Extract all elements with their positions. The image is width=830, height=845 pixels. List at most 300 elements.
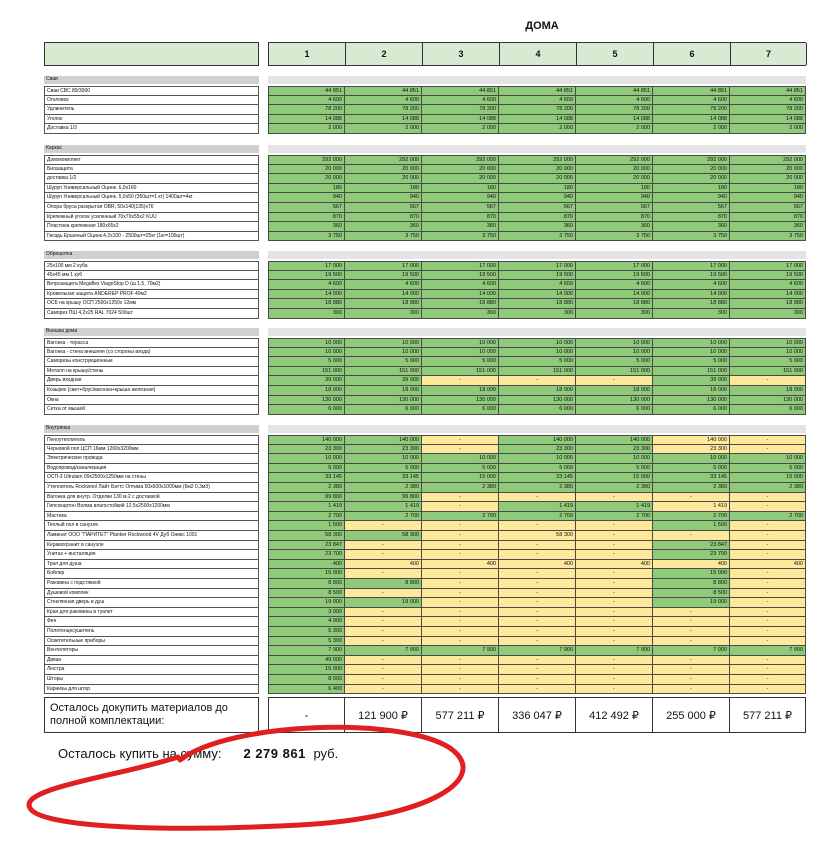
value-cell: - (422, 521, 499, 531)
value-cell: 2 000 (730, 124, 806, 134)
value-cell: - (576, 637, 653, 647)
value-cell: 151 000 (653, 367, 730, 377)
value-cell: 19 500 (345, 271, 422, 281)
value-cell: - (422, 579, 499, 589)
value-cell: 18 880 (268, 299, 345, 309)
row-label: Пластина крепежная 180х65х2 (44, 222, 259, 232)
value-cell: 5 000 (268, 464, 345, 474)
row-label: Гипсокартон Волма влагостойкий 12,5х2500х1200мм (44, 502, 259, 512)
value-cell: 360 (730, 222, 806, 232)
value-cell: 130 000 (653, 396, 730, 406)
value-cell: - (730, 675, 806, 685)
value-cell: 3 750 (499, 232, 576, 242)
value-cell: 20 000 (499, 165, 576, 175)
value-cell: 2 380 (345, 483, 422, 493)
row-label: Домокомплект (44, 155, 259, 165)
value-cell: 130 000 (576, 396, 653, 406)
value-cell: 360 (422, 222, 499, 232)
value-cell: 3 750 (422, 232, 499, 242)
value-cell: 19 500 (730, 271, 806, 281)
row-label: Карнизы для штор (44, 685, 259, 695)
value-cell: 14 088 (422, 115, 499, 125)
total-cell-house-2: 121 900 ₽ (345, 697, 422, 733)
row-label: Доставка 1/3 (44, 124, 259, 134)
row-label: Фен (44, 617, 259, 627)
value-cell: 10 000 (730, 454, 806, 464)
value-cell: 18 880 (499, 299, 576, 309)
value-cell: 2 700 (422, 512, 499, 522)
value-cell: 10 000 (730, 348, 806, 358)
value-cell: 10 000 (422, 348, 499, 358)
value-cell: 870 (653, 213, 730, 223)
value-cell: - (730, 637, 806, 647)
value-cell: 5 000 (345, 357, 422, 367)
value-cell: 19 500 (576, 271, 653, 281)
value-cell: 10 000 (653, 348, 730, 358)
value-cell: 567 (422, 203, 499, 213)
value-cell: - (422, 493, 499, 503)
row-label: Керамогранит в санузле (44, 541, 259, 551)
value-cell: - (499, 665, 576, 675)
value-cell: 2 700 (268, 512, 345, 522)
total-cell-house-1: - (268, 697, 345, 733)
row-label: Унитаз + инсталяция (44, 550, 259, 560)
row-label: Вентиляторы (44, 646, 259, 656)
value-cell: - (345, 675, 422, 685)
value-cell: 151 000 (499, 367, 576, 377)
value-cell: 567 (499, 203, 576, 213)
value-cell: 18 000 (576, 386, 653, 396)
house-header-7: 7 (731, 43, 807, 65)
value-cell: 8 000 (268, 675, 345, 685)
value-cell: 15 000 (422, 473, 499, 483)
value-cell: 180 (268, 184, 345, 194)
value-cell: 23 300 (499, 445, 576, 455)
value-cell: - (499, 627, 576, 637)
value-cell: 400 (653, 560, 730, 570)
row-label: Сваи СВС 89/3000 (44, 86, 259, 96)
value-cell: 130 000 (422, 396, 499, 406)
value-cell: 4 600 (653, 280, 730, 290)
value-cell: 14 088 (499, 115, 576, 125)
value-cell: - (499, 579, 576, 589)
value-cell: - (576, 521, 653, 531)
value-cell: 2 700 (730, 512, 806, 522)
value-cell: - (499, 656, 576, 666)
value-cell: 180 (499, 184, 576, 194)
value-cell: - (576, 579, 653, 589)
value-cell: 940 (268, 193, 345, 203)
value-cell: 10 000 (576, 338, 653, 348)
value-cell: 292 000 (499, 155, 576, 165)
value-cell: 10 000 (730, 338, 806, 348)
value-cell: 940 (653, 193, 730, 203)
value-cell: 19 500 (653, 271, 730, 281)
house-header-1: 1 (269, 43, 346, 65)
row-label: 25х100 мм 2 куба (44, 261, 259, 271)
value-cell: 19 500 (499, 271, 576, 281)
value-cell: 6 000 (576, 405, 653, 415)
value-cell: - (422, 627, 499, 637)
value-cell: - (576, 376, 653, 386)
value-cell: 33 145 (653, 473, 730, 483)
value-cell: - (653, 637, 730, 647)
value-cell: 2 000 (345, 124, 422, 134)
value-cell: 2 700 (653, 512, 730, 522)
value-cell: 4 600 (345, 280, 422, 290)
value-cell: 4 600 (730, 96, 806, 106)
section-header-fill (268, 328, 806, 336)
value-cell: 360 (576, 222, 653, 232)
value-cell: - (730, 589, 806, 599)
value-cell: 15 000 (268, 665, 345, 675)
value-cell: - (422, 502, 499, 512)
value-cell: 15 000 (576, 473, 653, 483)
value-cell: 15 000 (653, 569, 730, 579)
value-cell: 23 847 (268, 541, 345, 551)
value-cell: - (576, 598, 653, 608)
value-cell: - (345, 617, 422, 627)
value-cell: 2 380 (576, 483, 653, 493)
value-cell: 6 000 (268, 405, 345, 415)
value-cell: - (576, 589, 653, 599)
value-cell: 14 000 (730, 290, 806, 300)
value-cell: 1 419 (345, 502, 422, 512)
value-cell: 78 200 (576, 105, 653, 115)
value-cell: 7 900 (345, 646, 422, 656)
value-cell: 140 000 (653, 435, 730, 445)
value-cell: - (345, 569, 422, 579)
value-cell: - (422, 541, 499, 551)
value-cell: 4 900 (268, 617, 345, 627)
value-cell: 2 700 (345, 512, 422, 522)
value-cell: - (576, 531, 653, 541)
row-label: Вагонка для внутр. Отделки 130 м.2 с доставкой (44, 493, 259, 503)
row-label: Вагонка - стена внешняя (со стороны входа) (44, 348, 259, 358)
value-cell: 20 000 (730, 165, 806, 175)
row-label: Водопровод/канализация (44, 464, 259, 474)
value-cell: 4 600 (576, 280, 653, 290)
value-cell: - (576, 656, 653, 666)
value-cell: 4 600 (499, 280, 576, 290)
value-cell: 300 (499, 309, 576, 319)
value-cell: 18 880 (345, 299, 422, 309)
value-cell: 292 000 (268, 155, 345, 165)
value-cell: 44 851 (730, 86, 806, 96)
value-cell: 5 000 (268, 357, 345, 367)
total-cell-house-6: 255 000 ₽ (653, 697, 730, 733)
value-cell: 151 000 (730, 367, 806, 377)
value-cell: - (422, 665, 499, 675)
value-cell: 18 880 (576, 299, 653, 309)
value-cell: - (576, 608, 653, 618)
row-label: Биозащита (44, 165, 259, 175)
value-cell: 1 419 (499, 502, 576, 512)
value-cell: 2 000 (268, 124, 345, 134)
value-cell: 5 000 (499, 357, 576, 367)
total-cell-house-5: 412 492 ₽ (576, 697, 653, 733)
value-cell: 180 (422, 184, 499, 194)
total-cell-house-7: 577 211 ₽ (730, 697, 806, 733)
value-cell: 17 000 (730, 261, 806, 271)
value-cell: 14 088 (345, 115, 422, 125)
value-cell: 5 000 (653, 464, 730, 474)
value-cell: 10 000 (422, 454, 499, 464)
value-cell: 14 088 (268, 115, 345, 125)
value-cell: 44 851 (268, 86, 345, 96)
row-label: Сетка от мышей (44, 405, 259, 415)
value-cell: 5 300 (268, 637, 345, 647)
value-cell: 10 000 (345, 338, 422, 348)
value-cell: 4 600 (345, 96, 422, 106)
value-cell: 567 (730, 203, 806, 213)
value-cell: - (345, 665, 422, 675)
value-cell: 2 380 (422, 483, 499, 493)
value-cell: 5 000 (422, 357, 499, 367)
row-label: Электрические провода (44, 454, 259, 464)
value-cell: - (499, 521, 576, 531)
value-cell: 99 800 (268, 493, 345, 503)
value-cell: 33 145 (499, 473, 576, 483)
row-label: Раковина с подстявкой (44, 579, 259, 589)
value-cell: 10 000 (268, 338, 345, 348)
value-cell: 44 851 (345, 86, 422, 96)
value-cell: 15 000 (268, 569, 345, 579)
value-cell: 10 000 (268, 348, 345, 358)
row-label: Стеклянная дверь в душ (44, 598, 259, 608)
value-cell: 140 000 (345, 435, 422, 445)
section-header: Сваи (44, 76, 259, 84)
value-cell: 20 000 (576, 174, 653, 184)
row-label: Удлинитель (44, 105, 259, 115)
value-cell: 17 000 (422, 261, 499, 271)
value-cell: 17 000 (576, 261, 653, 271)
value-cell: 300 (422, 309, 499, 319)
value-cell: - (499, 685, 576, 695)
value-cell: 151 000 (576, 367, 653, 377)
value-cell: 78 200 (345, 105, 422, 115)
value-cell: 10 000 (268, 454, 345, 464)
value-cell: - (576, 665, 653, 675)
value-cell: 5 000 (576, 357, 653, 367)
summary-currency: руб. (313, 746, 339, 761)
value-cell: 5 000 (422, 464, 499, 474)
row-label: Черновой пол ЦСП 16мм 1200х3200мм (44, 445, 259, 455)
value-cell: 180 (653, 184, 730, 194)
summary-amount: 2 279 861 (243, 746, 306, 761)
value-cell: 7 900 (576, 646, 653, 656)
value-cell: - (730, 502, 806, 512)
section-header-fill (268, 251, 806, 259)
row-label: Теплый пол в санузле (44, 521, 259, 531)
value-cell: 4 600 (268, 280, 345, 290)
value-cell: 39 000 (345, 376, 422, 386)
value-cell: 19 000 (653, 598, 730, 608)
value-cell: 20 000 (345, 165, 422, 175)
value-cell: 10 000 (499, 348, 576, 358)
value-cell: 33 145 (345, 473, 422, 483)
value-cell: 7 900 (653, 646, 730, 656)
house-header-6: 6 (654, 43, 731, 65)
section-header: Каркас (44, 145, 259, 153)
row-label: Полотенцесушитель (44, 627, 259, 637)
value-cell: 140 000 (268, 435, 345, 445)
value-cell: 17 000 (499, 261, 576, 271)
value-cell: 5 000 (730, 357, 806, 367)
value-cell: 10 000 (499, 454, 576, 464)
value-cell: - (576, 569, 653, 579)
value-cell: - (345, 589, 422, 599)
total-cell-house-4: 336 047 ₽ (499, 697, 576, 733)
value-cell: 3 750 (653, 232, 730, 242)
section-header-fill (268, 76, 806, 84)
value-cell: - (499, 617, 576, 627)
value-cell: 18 000 (268, 386, 345, 396)
value-cell: 567 (653, 203, 730, 213)
value-cell: 6 000 (422, 405, 499, 415)
summary-prefix: Осталось купить на сумму: (58, 746, 222, 761)
value-cell: 4 600 (422, 280, 499, 290)
value-cell: 4 600 (422, 96, 499, 106)
value-cell: 7 900 (499, 646, 576, 656)
value-cell: 4 600 (653, 96, 730, 106)
row-label: Саморезы конструкционные (44, 357, 259, 367)
value-cell: 20 000 (268, 174, 345, 184)
value-cell: 180 (730, 184, 806, 194)
value-cell: 940 (576, 193, 653, 203)
value-cell: 18 880 (653, 299, 730, 309)
value-cell: - (422, 531, 499, 541)
row-label: Оголовок (44, 96, 259, 106)
value-cell: 20 000 (653, 174, 730, 184)
value-cell: 567 (268, 203, 345, 213)
value-cell: 10 000 (653, 338, 730, 348)
row-label: Душевой комплек (44, 589, 259, 599)
value-cell: 20 000 (499, 174, 576, 184)
house-header-2: 2 (346, 43, 423, 65)
value-cell: 23 300 (653, 445, 730, 455)
value-cell: - (576, 675, 653, 685)
value-cell: 5 000 (499, 464, 576, 474)
value-cell: 6 000 (730, 405, 806, 415)
value-cell: - (730, 569, 806, 579)
value-cell: 8 800 (345, 579, 422, 589)
value-cell: 18 000 (730, 386, 806, 396)
value-cell: 8 500 (268, 589, 345, 599)
row-label: ОСБ на крышу ОСП 2500х1250х 12мм (44, 299, 259, 309)
value-cell: - (499, 637, 576, 647)
section-header: Внутрянка (44, 425, 259, 433)
value-cell: 400 (345, 560, 422, 570)
value-cell: 151 000 (345, 367, 422, 377)
row-label: Осветительные приборы (44, 637, 259, 647)
value-cell: 14 000 (576, 290, 653, 300)
value-cell: 14 000 (653, 290, 730, 300)
value-cell: 400 (268, 560, 345, 570)
row-label: Гвоздь Ершеный Оцинк.4,2х100 - 2500шт=25кг (1кг=100шт) (44, 232, 259, 242)
value-cell: 49 000 (268, 656, 345, 666)
row-label: Шуруп Универсальный Оцинк. 5,0х50 (350шт=1 кг) 1400шт=4кг (44, 193, 259, 203)
value-cell: 292 000 (345, 155, 422, 165)
value-cell: 78 200 (653, 105, 730, 115)
value-cell: 20 000 (268, 165, 345, 175)
row-label: Саморез ПШ 4,2х25 RAL 7024 500шт (44, 309, 259, 319)
value-cell: 6 400 (268, 685, 345, 695)
value-cell: 130 000 (345, 396, 422, 406)
value-cell: - (576, 617, 653, 627)
row-label: Шторы (44, 675, 259, 685)
value-cell: 870 (730, 213, 806, 223)
value-cell: 20 000 (576, 165, 653, 175)
value-cell: - (730, 665, 806, 675)
value-cell: - (345, 656, 422, 666)
value-cell: 4 600 (730, 280, 806, 290)
value-cell: 1 500 (653, 521, 730, 531)
value-cell: - (422, 598, 499, 608)
value-cell: 6 000 (345, 405, 422, 415)
value-cell: 20 000 (422, 165, 499, 175)
value-cell: 1 419 (576, 502, 653, 512)
value-cell: 17 000 (345, 261, 422, 271)
value-cell: - (653, 656, 730, 666)
value-cell: 130 000 (499, 396, 576, 406)
value-cell: 300 (268, 309, 345, 319)
value-cell: 44 851 (653, 86, 730, 96)
value-cell: 19 500 (422, 271, 499, 281)
value-cell: - (422, 637, 499, 647)
value-cell: 33 145 (268, 473, 345, 483)
value-cell: 44 851 (499, 86, 576, 96)
value-cell: - (730, 493, 806, 503)
value-cell: 292 000 (576, 155, 653, 165)
row-label: Ламинат ООО "ПАРИТЕТ" Planker Rockwood 4V Дуб Оникс 1001 (44, 531, 259, 541)
value-cell: - (499, 589, 576, 599)
value-cell: 10 000 (576, 454, 653, 464)
value-cell: 2 700 (499, 512, 576, 522)
row-label: 45х45 мм 1 куб (44, 271, 259, 281)
value-cell: 78 200 (268, 105, 345, 115)
totals-label (44, 697, 259, 733)
row-label: Кран для раковины в туалет (44, 608, 259, 618)
row-label: Люстра (44, 665, 259, 675)
value-cell: 14 000 (499, 290, 576, 300)
value-cell: 18 000 (499, 386, 576, 396)
house-header-3: 3 (423, 43, 500, 65)
value-cell: 292 000 (653, 155, 730, 165)
value-cell: 360 (345, 222, 422, 232)
row-label: Трап для душа (44, 560, 259, 570)
row-label: Окна (44, 396, 259, 406)
value-cell: - (499, 675, 576, 685)
value-cell: 23 300 (345, 445, 422, 455)
value-cell: 14 000 (422, 290, 499, 300)
value-cell: - (730, 598, 806, 608)
value-cell: 300 (576, 309, 653, 319)
value-cell: 23 700 (653, 550, 730, 560)
value-cell: 6 000 (499, 405, 576, 415)
value-cell: 14 000 (345, 290, 422, 300)
value-cell: - (730, 685, 806, 695)
row-label: Крепежный уголок усиленный 70х70х55х2 KUU (44, 213, 259, 223)
value-cell: 7 900 (422, 646, 499, 656)
value-cell: - (653, 531, 730, 541)
value-cell: 940 (345, 193, 422, 203)
value-cell: - (576, 685, 653, 695)
value-cell: 2 000 (576, 124, 653, 134)
value-cell: 292 000 (730, 155, 806, 165)
value-cell: 4 600 (499, 96, 576, 106)
value-cell: - (730, 579, 806, 589)
